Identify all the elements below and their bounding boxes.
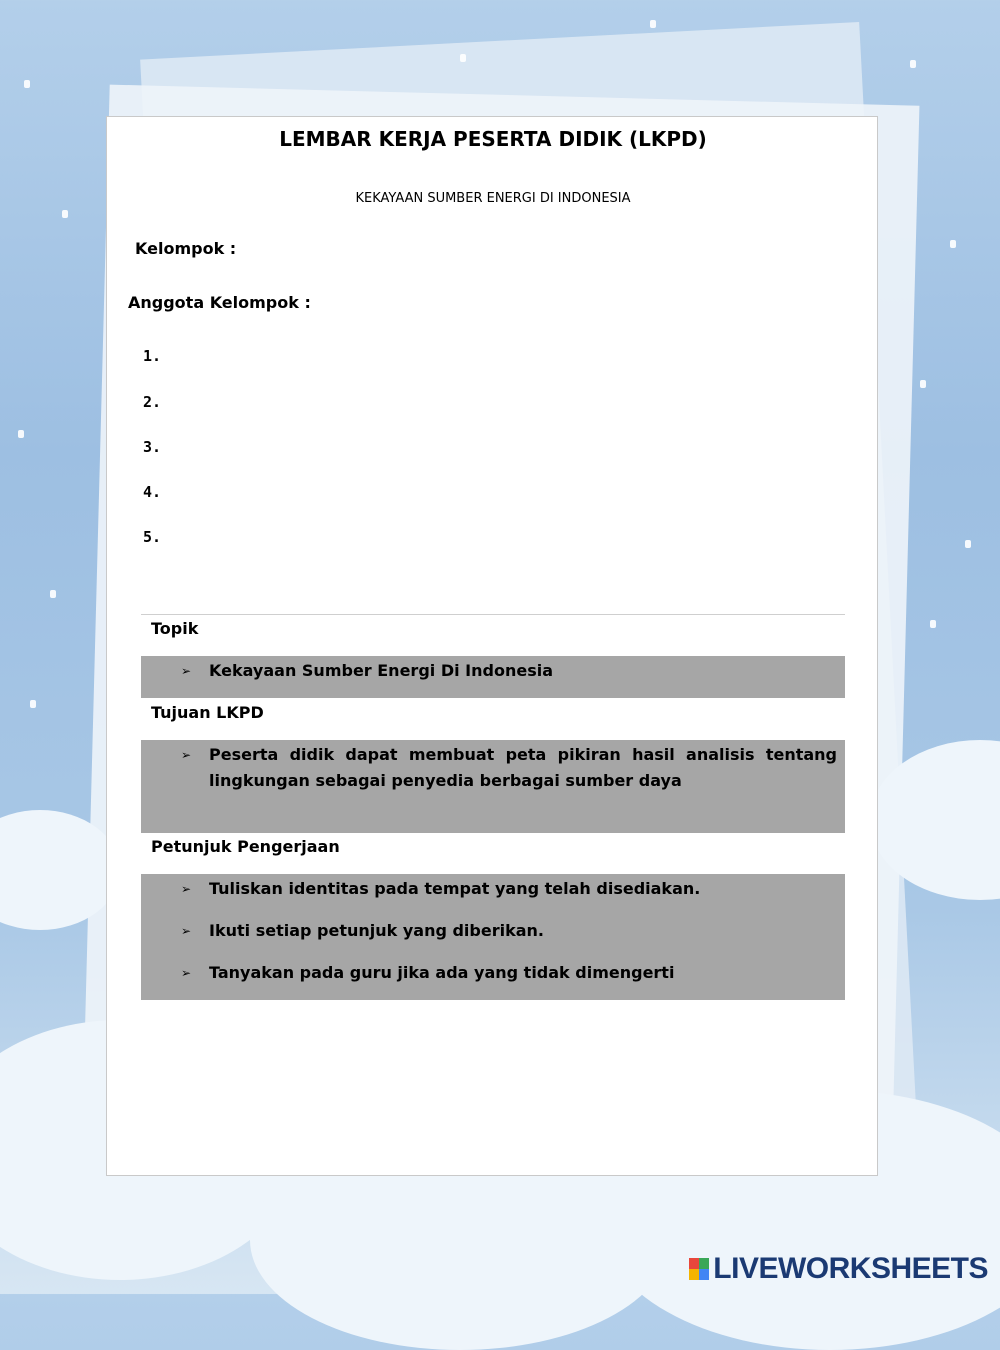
liveworksheets-logo[interactable] — [689, 1252, 988, 1286]
worksheet-page — [106, 116, 878, 1176]
instructions-heading: Petunjuk Pengerjaan — [151, 837, 340, 856]
snowflake — [24, 80, 30, 88]
members-label: Anggota Kelompok : — [128, 293, 311, 312]
instruction-item: Tanyakan pada guru jika ada yang tidak dimengerti — [209, 963, 675, 982]
topic-heading: Topik — [151, 619, 199, 638]
logo-square — [689, 1269, 699, 1280]
liveworksheets-logo-icon — [689, 1258, 709, 1280]
worksheet-subtitle: KEKAYAAN SUMBER ENERGI DI INDONESIA — [355, 191, 631, 206]
snowflake — [18, 430, 24, 438]
goal-item: Peserta didik dapat membuat peta pikiran hasil analisis tentang lingkungan sebagai penyedia berbagai sumber daya — [209, 745, 837, 790]
member-number: 3. — [143, 438, 162, 456]
topic-item: Kekayaan Sumber Energi Di Indonesia — [209, 661, 553, 680]
section-divider — [141, 614, 845, 615]
member-number: 2. — [143, 393, 162, 411]
instruction-item: Ikuti setiap petunjuk yang diberikan. — [209, 921, 544, 940]
bullet-arrow-icon: ➢ — [181, 882, 192, 896]
instructions-box — [141, 874, 845, 1000]
snowflake — [30, 700, 36, 708]
worksheet-title: LEMBAR KERJA PESERTA DIDIK (LKPD) — [279, 127, 707, 151]
logo-text: LIVEWORKSHEETS — [713, 1252, 988, 1285]
snowflake — [910, 60, 916, 68]
member-number: 1. — [143, 347, 162, 365]
bullet-arrow-icon: ➢ — [181, 748, 192, 762]
goal-heading: Tujuan LKPD — [151, 703, 264, 722]
snowflake — [950, 240, 956, 248]
logo-square — [689, 1258, 699, 1269]
group-label: Kelompok : — [135, 239, 237, 258]
snowflake — [62, 210, 68, 218]
snowflake — [965, 540, 971, 548]
logo-square — [699, 1258, 709, 1269]
logo-square — [699, 1269, 709, 1280]
snowflake — [930, 620, 936, 628]
snowflake — [920, 380, 926, 388]
member-number: 5. — [143, 528, 162, 546]
bullet-arrow-icon: ➢ — [181, 924, 192, 938]
snowflake — [460, 54, 466, 62]
instruction-item: Tuliskan identitas pada tempat yang telah disediakan. — [209, 879, 701, 898]
snowflake — [650, 20, 656, 28]
bullet-arrow-icon: ➢ — [181, 664, 192, 678]
goal-box — [141, 740, 845, 833]
bullet-arrow-icon: ➢ — [181, 966, 192, 980]
member-number: 4. — [143, 483, 162, 501]
topic-box — [141, 656, 845, 698]
snowflake — [50, 590, 56, 598]
